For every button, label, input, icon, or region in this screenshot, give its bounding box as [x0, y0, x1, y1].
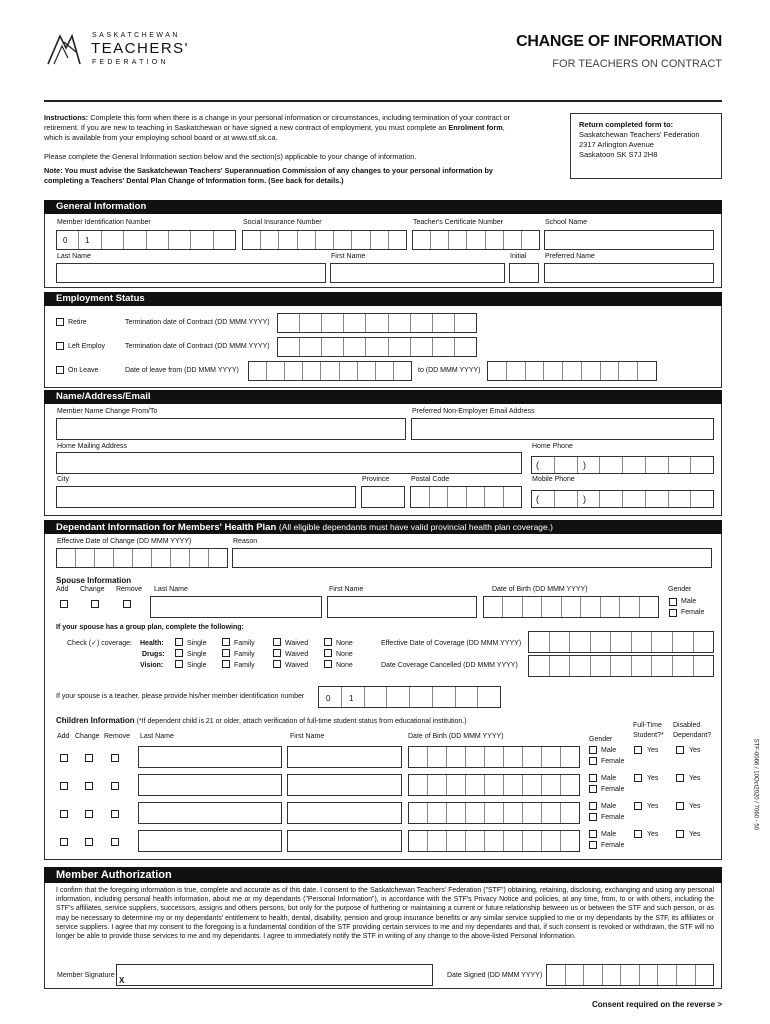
- drugs-none-label: None: [336, 651, 353, 658]
- health-label: Health:: [140, 640, 164, 647]
- child-1-disabled-checkbox[interactable]: [676, 746, 684, 754]
- cert-field[interactable]: [412, 230, 540, 250]
- logo-line3: FEDERATION: [92, 59, 169, 66]
- child-change-label: Change: [75, 733, 100, 740]
- drugs-none-checkbox[interactable]: [324, 649, 332, 657]
- child-1-female-checkbox[interactable]: [589, 757, 597, 765]
- instructions-para2: Please complete the General Information section below and the section(s) applicable to your change of information.: [44, 152, 417, 161]
- email-field[interactable]: [411, 418, 714, 440]
- vision-label: Vision:: [140, 662, 164, 669]
- child-3-add-checkbox[interactable]: [60, 810, 68, 818]
- home-phone-field[interactable]: [531, 456, 714, 474]
- drugs-waived-label: Waived: [285, 651, 309, 658]
- child-4-change-checkbox[interactable]: [85, 838, 93, 846]
- child-3-remove-checkbox[interactable]: [111, 810, 119, 818]
- drugs-family-label: Family: [234, 651, 255, 658]
- authorization-header: Member Authorization: [44, 867, 722, 883]
- return-line2: 2317 Arlington Avenue: [579, 140, 654, 149]
- vision-single-label: Single: [187, 662, 207, 669]
- child-remove-label: Remove: [104, 733, 131, 740]
- term-date-field-1[interactable]: [277, 313, 477, 333]
- on-leave-label: On Leave: [68, 367, 99, 374]
- child-3-disabled-yes-label: Yes: [689, 803, 701, 810]
- member-id-label: Member Identification Number: [57, 219, 151, 226]
- child-3-dob-field[interactable]: [408, 802, 580, 824]
- mailing-field[interactable]: [56, 452, 522, 474]
- mobile-field[interactable]: [531, 490, 714, 508]
- spouse-add-label: Add: [56, 586, 69, 593]
- name-change-label: Member Name Change From/To: [57, 408, 158, 415]
- initial-label: Initial: [510, 253, 527, 260]
- logo-line2: TEACHERS': [91, 40, 190, 57]
- reason-field[interactable]: [232, 548, 712, 568]
- health-family-checkbox[interactable]: [222, 638, 230, 646]
- child-dob-label: Date of Birth (DD MMM YYYY): [408, 733, 504, 740]
- signature-field[interactable]: [116, 964, 433, 986]
- child-3-female-checkbox[interactable]: [589, 813, 597, 821]
- child-1-male-label: Male: [601, 747, 617, 754]
- return-box: [570, 113, 722, 179]
- child-2-disabled-checkbox[interactable]: [676, 774, 684, 782]
- spouse-last-label: Last Name: [154, 586, 188, 593]
- mobile-paren-open: (: [536, 494, 539, 504]
- postal-field[interactable]: [410, 486, 522, 508]
- dependant-header: [44, 520, 722, 534]
- health-single-label: Single: [187, 640, 207, 647]
- child-4-male-label: Male: [601, 831, 617, 838]
- child-2-male-label: Male: [601, 775, 617, 782]
- spouse-female-checkbox[interactable]: [669, 609, 677, 617]
- date-signed-label: Date Signed (DD MMM YYYY): [447, 972, 543, 979]
- child-3-student-yes-label: Yes: [647, 803, 659, 810]
- child-3-disabled-checkbox[interactable]: [676, 802, 684, 810]
- child-2-last-field[interactable]: [138, 774, 282, 796]
- child-1-first-field[interactable]: [287, 746, 402, 768]
- vision-none-label: None: [336, 662, 353, 669]
- cov-cancel-field[interactable]: [528, 655, 714, 677]
- child-3-first-field[interactable]: [287, 802, 402, 824]
- left-employ-label: Left Employ: [68, 343, 105, 350]
- member-id-prefix-0: 0: [63, 236, 68, 245]
- stf-logo-icon: [44, 30, 82, 68]
- vision-waived-checkbox[interactable]: [273, 660, 281, 668]
- child-2-student-yes-label: Yes: [647, 775, 659, 782]
- health-waived-checkbox[interactable]: [273, 638, 281, 646]
- child-2-student-checkbox[interactable]: [634, 774, 642, 782]
- group-plan-label: If your spouse has a group plan, complete the following:: [56, 624, 244, 631]
- spouse-add-checkbox[interactable]: [60, 600, 68, 608]
- province-field[interactable]: [361, 486, 405, 508]
- dependant-title: Dependant Information for Members' Health Plan: [56, 522, 277, 533]
- form-title: CHANGE OF INFORMATION: [516, 33, 722, 50]
- child-4-disabled-checkbox[interactable]: [676, 830, 684, 838]
- first-name-label: First Name: [331, 253, 366, 260]
- cert-label: Teacher's Certificate Number: [413, 219, 504, 226]
- address-header: Name/Address/Email: [44, 390, 722, 404]
- child-add-label: Add: [57, 733, 70, 740]
- child-3-last-field[interactable]: [138, 802, 282, 824]
- children-title: Children Information: [56, 716, 135, 725]
- drugs-single-label: Single: [187, 651, 207, 658]
- student-label: Student?*: [633, 732, 664, 739]
- school-label: School Name: [545, 219, 588, 226]
- retire-label: Retire: [68, 319, 87, 326]
- child-2-first-field[interactable]: [287, 774, 402, 796]
- effective-change-label: Effective Date of Change (DD MMM YYYY): [57, 538, 192, 545]
- child-1-student-yes-label: Yes: [647, 747, 659, 754]
- date-signed-field[interactable]: [546, 964, 714, 986]
- instructions-note: Note: You must advise the Saskatchewan Teachers' Superannuation Commission of any changes to your personal information by completing a Teachers' Dental Plan Change of Information form. (See back for details.): [44, 166, 493, 185]
- spouse-id-prefix-0: 0: [326, 694, 331, 703]
- health-none-label: None: [336, 640, 353, 647]
- spouse-last-field[interactable]: [150, 596, 322, 618]
- last-name-label: Last Name: [57, 253, 91, 260]
- vision-family-label: Family: [234, 662, 255, 669]
- child-2-remove-checkbox[interactable]: [111, 782, 119, 790]
- child-1-dob-field[interactable]: [408, 746, 580, 768]
- child-3-change-checkbox[interactable]: [85, 810, 93, 818]
- children-title-row: [56, 716, 467, 726]
- spouse-change-checkbox[interactable]: [91, 600, 99, 608]
- health-family-label: Family: [234, 640, 255, 647]
- return-heading: Return completed form to:: [579, 120, 674, 129]
- province-label: Province: [362, 476, 390, 483]
- left-employ-checkbox[interactable]: [56, 342, 64, 350]
- leave-from-label: Date of leave from (DD MMM YYYY): [125, 367, 239, 374]
- term-date-label-2: Termination date of Contract (DD MMM YYYY): [125, 343, 270, 350]
- child-4-female-checkbox[interactable]: [589, 841, 597, 849]
- return-line1: Saskatchewan Teachers' Federation: [579, 130, 700, 139]
- vision-family-checkbox[interactable]: [222, 660, 230, 668]
- mobile-paren-close: ): [583, 494, 586, 504]
- mobile-label: Mobile Phone: [532, 476, 575, 483]
- leave-to-field[interactable]: [487, 361, 657, 381]
- home-phone-paren-close: ): [583, 460, 586, 470]
- effective-change-field[interactable]: [56, 548, 228, 568]
- child-4-student-yes-label: Yes: [647, 831, 659, 838]
- drugs-single-checkbox[interactable]: [175, 649, 183, 657]
- child-1-last-field[interactable]: [138, 746, 282, 768]
- logo: [44, 30, 194, 70]
- child-3-male-checkbox[interactable]: [589, 802, 597, 810]
- drugs-waived-checkbox[interactable]: [273, 649, 281, 657]
- spouse-remove-checkbox[interactable]: [123, 600, 131, 608]
- vision-single-checkbox[interactable]: [175, 660, 183, 668]
- child-3-male-label: Male: [601, 803, 617, 810]
- instructions-text1: Complete this form when there is a change in your personal information or circumstances, including termination of your contract or retirement. If you are new to teaching in Saskatchewan or have signed a new contract of employment, you must complete an: [44, 113, 510, 132]
- term-date-field-2[interactable]: [277, 337, 477, 357]
- member-id-field[interactable]: [56, 230, 236, 250]
- form-subtitle: FOR TEACHERS ON CONTRACT: [552, 58, 722, 70]
- child-1-remove-checkbox[interactable]: [111, 754, 119, 762]
- last-name-field[interactable]: [56, 263, 326, 283]
- name-change-field[interactable]: [56, 418, 406, 440]
- fulltime-label: Full-Time: [633, 722, 662, 729]
- spouse-member-id-field[interactable]: [318, 686, 501, 708]
- member-id-prefix-1: 1: [85, 236, 90, 245]
- spouse-title: Spouse Information: [56, 576, 132, 585]
- child-4-first-field[interactable]: [287, 830, 402, 852]
- health-single-checkbox[interactable]: [175, 638, 183, 646]
- child-4-disabled-yes-label: Yes: [689, 831, 701, 838]
- child-1-male-checkbox[interactable]: [589, 746, 597, 754]
- child-1-student-checkbox[interactable]: [634, 746, 642, 754]
- dependant-q-label: Dependant?: [673, 732, 712, 739]
- drugs-label: Drugs:: [142, 651, 165, 658]
- child-first-label: First Name: [290, 733, 325, 740]
- city-label: City: [57, 476, 70, 483]
- child-2-add-checkbox[interactable]: [60, 782, 68, 790]
- child-4-last-field[interactable]: [138, 830, 282, 852]
- child-2-dob-field[interactable]: [408, 774, 580, 796]
- child-gender-label: Gender: [589, 736, 613, 743]
- city-field[interactable]: [56, 486, 356, 508]
- email-label: Preferred Non-Employer Email Address: [412, 408, 535, 415]
- spouse-remove-label: Remove: [116, 586, 143, 593]
- leave-to-label: to (DD MMM YYYY): [418, 367, 481, 374]
- home-phone-label: Home Phone: [532, 443, 573, 450]
- disabled-label: Disabled: [673, 722, 701, 729]
- spouse-dob-label: Date of Birth (DD MMM YYYY): [492, 586, 588, 593]
- spouse-female-label: Female: [681, 609, 705, 616]
- child-4-male-checkbox[interactable]: [589, 830, 597, 838]
- enrolment-link[interactable]: Enrolment form: [448, 123, 503, 132]
- signature-x: X: [119, 976, 125, 985]
- cov-cancel-label: Date Coverage Cancelled (DD MMM YYYY): [381, 662, 518, 669]
- spouse-dob-field[interactable]: [483, 596, 659, 618]
- sin-field[interactable]: [242, 230, 407, 250]
- eff-coverage-label: Effective Date of Coverage (DD MMM YYYY): [381, 640, 522, 647]
- child-2-female-label: Female: [601, 786, 625, 793]
- child-1-change-checkbox[interactable]: [85, 754, 93, 762]
- employment-header: Employment Status: [44, 292, 722, 306]
- mailing-label: Home Mailing Address: [57, 443, 128, 450]
- child-4-female-label: Female: [601, 842, 625, 849]
- initial-field[interactable]: [509, 263, 539, 283]
- instructions-text2: , which is available from your employing school board or at www.stf.sk.ca.: [44, 123, 505, 142]
- return-line3: Saskatoon SK S7J 2H8: [579, 150, 658, 159]
- authorization-text: I confirm that the foregoing information is true, complete and accurate as of this date. I consent to the Saskatchewan Teachers' Federation ("STF") obtaining, retaining, disclosing, exchanging and using any personal information, including personal health information, about me or my dependants ("Personal Information"), in accordance with the STF's Privacy Notice and policies, at any time, from, to or with others, including the STF's affiliates, service suppliers, successors, assigns and others persons, but only for the purpose of furthering or maintaining a current or future relationship between us or between the STF and such person, or as may be necessary to determine my or my dependants' entitlement to health, dental, disability, pension and group insurance benefits or any similar service supplied to me or my dependants by the STF, its affiliates or service suppliers. I agree that my consent to the foregoing is a fundamental condition of the STF providing certain services to me and my dependants and that, if such consent is revoked or withdrawn, the STF will no longer be able to provide those services to me and my dependants. I agree to immediately notify the STF in writing of any change to the above-listed Personal Information.: [56, 887, 714, 941]
- preferred-label: Preferred Name: [545, 253, 595, 260]
- reason-label: Reason: [233, 538, 258, 545]
- child-2-change-checkbox[interactable]: [85, 782, 93, 790]
- form-code: STF-0066 / 10Oct2020 / 7060 - 50: [752, 738, 758, 830]
- sin-label: Social Insurance Number: [243, 219, 322, 226]
- child-4-remove-checkbox[interactable]: [111, 838, 119, 846]
- health-waived-label: Waived: [285, 640, 309, 647]
- on-leave-checkbox[interactable]: [56, 366, 64, 374]
- children-note: (*If dependent child is 21 or older, attach verification of full-time student status from educational institution.): [136, 718, 467, 725]
- spouse-male-label: Male: [681, 598, 697, 605]
- child-3-student-checkbox[interactable]: [634, 802, 642, 810]
- child-2-female-checkbox[interactable]: [589, 785, 597, 793]
- child-4-student-checkbox[interactable]: [634, 830, 642, 838]
- child-1-female-label: Female: [601, 758, 625, 765]
- eff-coverage-field[interactable]: [528, 631, 714, 653]
- instructions-label: Instructions:: [44, 113, 89, 122]
- drugs-family-checkbox[interactable]: [222, 649, 230, 657]
- leave-from-field[interactable]: [248, 361, 412, 381]
- child-2-male-checkbox[interactable]: [589, 774, 597, 782]
- child-4-dob-field[interactable]: [408, 830, 580, 852]
- preferred-field[interactable]: [544, 263, 714, 283]
- check-coverage-label: Check (✓) coverage:: [67, 640, 132, 647]
- spouse-change-label: Change: [80, 586, 105, 593]
- logo-line1: SASKATCHEWAN: [92, 32, 180, 39]
- child-3-female-label: Female: [601, 814, 625, 821]
- spouse-teacher-label: If your spouse is a teacher, please provide his/her member identification number: [56, 693, 305, 700]
- spouse-gender-label: Gender: [668, 586, 692, 593]
- child-2-disabled-yes-label: Yes: [689, 775, 701, 782]
- spouse-male-checkbox[interactable]: [669, 598, 677, 606]
- instructions: [44, 113, 524, 143]
- spouse-first-field[interactable]: [327, 596, 477, 618]
- vision-waived-label: Waived: [285, 662, 309, 669]
- school-field[interactable]: [544, 230, 714, 250]
- health-none-checkbox[interactable]: [324, 638, 332, 646]
- consent-reverse[interactable]: Consent required on the reverse >: [591, 1000, 722, 1009]
- term-date-label-1: Termination date of Contract (DD MMM YYYY): [125, 319, 270, 326]
- home-phone-paren-open: (: [536, 460, 539, 470]
- vision-none-checkbox[interactable]: [324, 660, 332, 668]
- retire-checkbox[interactable]: [56, 318, 64, 326]
- postal-label: Postal Code: [411, 476, 450, 483]
- first-name-field[interactable]: [330, 263, 505, 283]
- spouse-first-label: First Name: [329, 586, 364, 593]
- general-info-header: General Information: [44, 200, 722, 214]
- signature-label: Member Signature: [57, 972, 115, 979]
- child-1-add-checkbox[interactable]: [60, 754, 68, 762]
- header-rule: [44, 100, 722, 102]
- dependant-note: (All eligible dependants must have valid provincial health plan coverage.): [278, 522, 553, 532]
- child-last-label: Last Name: [140, 733, 174, 740]
- child-1-disabled-yes-label: Yes: [689, 747, 701, 754]
- child-4-add-checkbox[interactable]: [60, 838, 68, 846]
- spouse-id-prefix-1: 1: [349, 694, 354, 703]
